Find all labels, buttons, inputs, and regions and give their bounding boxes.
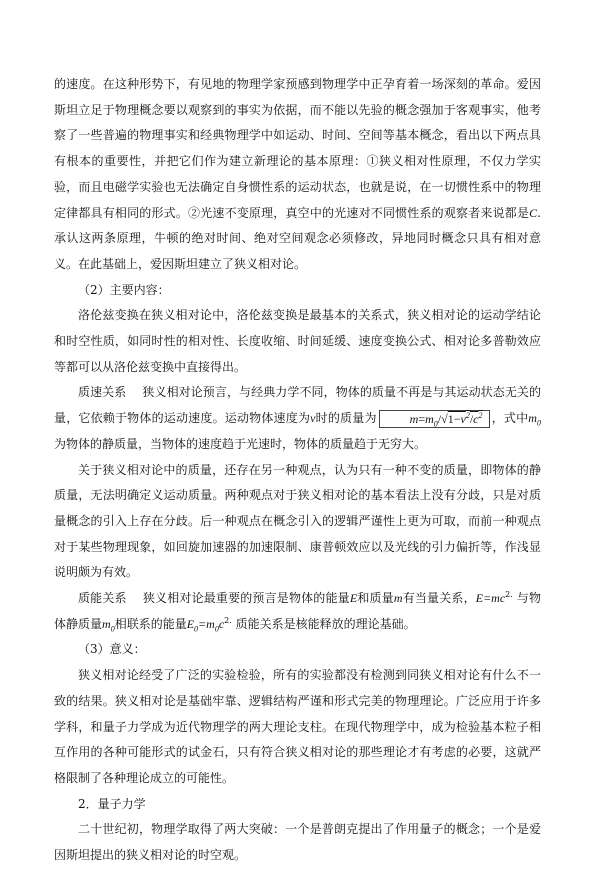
mass-velocity-text-b: 时的质量为 (315, 411, 377, 426)
formula-over: / (469, 411, 474, 426)
formula-c-sup: 2 (478, 410, 483, 420)
mass-velocity-text-a: 狭义相对论预言，与经典力学不同，物体的质量不再是与其运动状态无关的量，它依赖于物体的运动速度。运动物体速度为 (54, 385, 541, 426)
energy-equation: E=mc (475, 591, 506, 606)
formula-slash: / (437, 411, 442, 426)
formula-m: m (409, 411, 419, 426)
rest-mass-sub: 0 (536, 418, 541, 428)
paragraph-mass-views: 关于狭义相对论中的质量，还存在另一种观点，认为只有一种不变的质量，即物体的静质量，无法明确定义运动质量。两种观点对于狭义相对论的基本看法上没有分歧，只是对质量概念的引入上存在分歧。后一种观点在概念引入的逻辑严谨性上更为可取，而前一种观点对于某些物理现象，如回旋加速器的加速限制、康普顿效应以及光线的引力偏折等，作浅显说明颇为有效。 (54, 462, 541, 580)
paragraph-quantum: 二十世纪初，物理学取得了两大突破：一个是普朗克提出了作用量子的概念；一个是爱因斯坦提出的狭义相对论的时空观。 (54, 822, 541, 863)
mass-velocity-text-c: ，式中 (491, 411, 529, 426)
formula-one-minus: 1− (447, 411, 461, 426)
paragraph-lorentz: 洛伦兹变换在狭义相对论中，洛伦兹变换是最基本的关系式，狭义相对论的运动学结论和时空性质，如同时性的相对性、长度收缩、时间延缓、速度变换公式、相对论多普勒效应等都可以从洛伦兹变换中直接得出。 (54, 308, 541, 374)
formula-m0: m (425, 411, 434, 426)
formula-c: c (473, 411, 479, 426)
mass-energy-text-a: 狭义相对论最重要的预言是物体的能量 (142, 591, 350, 606)
heading-significance: （3）意义： (78, 642, 146, 657)
mass-energy-text-b: 和质量 (357, 591, 394, 606)
mass-symbol: m (393, 591, 403, 606)
heading-main-content: （2）主要内容： (78, 282, 170, 297)
mass-energy-text-f: 质能关系是核能释放的理论基础。 (231, 616, 416, 631)
formula-eq: = (418, 411, 426, 426)
mass-velocity-label: 质速关系 (78, 385, 127, 400)
rest-energy-eq-sup: 2. (224, 615, 232, 625)
formula-v-sup: 2 (465, 410, 470, 420)
rest-mass-symbol-2: m (102, 616, 111, 631)
formula-radicand (448, 412, 483, 426)
formula-v: v (460, 411, 466, 426)
paragraph-mass-energy (54, 586, 541, 637)
principles-tail: . 承认这两条原理，牛顿的绝对时间、绝对空间观念必须修改，异地同时概念只具有相对意义。在此基础上，爱因斯坦建立了狭义相对论。 (54, 205, 541, 271)
light-speed-symbol: C (529, 205, 538, 220)
rest-energy-sub: 0 (194, 624, 199, 634)
rest-energy-symbol: E (186, 616, 195, 631)
mass-velocity-text-d: 为物体的静质量，当物体的速度趋于光速时，物体的质量趋于无穷大。 (54, 436, 427, 451)
energy-equation-sup: 2. (505, 590, 513, 600)
formula-sqrt: √ (441, 411, 448, 426)
mass-energy-text-e: 相联系的能量 (114, 616, 187, 631)
mass-velocity-formula (379, 410, 490, 428)
paragraph-principles (54, 72, 541, 278)
rest-energy-eq-c: c (218, 616, 225, 631)
principles-text: 的速度。在这种形势下，有见地的物理学家预感到物理学中正孕育着一场深刻的革命。爱因斯坦立足于物理概念要以观察到的事实为依据，而不能以先验的概念强加于客观事实，他考察了一些普遍的物理事实和经典物理学中如运动、时间、空间等基本概念，看出以下两点具有根本的重要性，并把它们作为建立新理论的基本原理：①狭义相对性原理，不仅力学实验，而且电磁学实验也无法确定自身惯性系的运动状态，也就是说，在一切惯性系中的物理定律都具有相同的形式。②光速不变原理，真空中的光速对不同惯性系的观察者来说都是 (54, 77, 541, 220)
paragraph-mass-velocity (54, 380, 541, 457)
energy-symbol: E (349, 591, 358, 606)
rest-energy-eq-sub: 0 (214, 624, 219, 634)
rest-energy-eq: =m (198, 616, 215, 631)
heading-quantum-mechanics: 2．量子力学 (78, 796, 146, 811)
rest-mass-sub-2: 0 (110, 624, 115, 634)
formula-m0-sub: 0 (433, 419, 438, 429)
mass-energy-label: 质能关系 (78, 591, 127, 606)
rest-mass-symbol: m (528, 411, 537, 426)
mass-energy-text-d: 与物体静质量 (54, 591, 541, 631)
paragraph-significance: 狭义相对论经受了广泛的实验检验，所有的实验都没有检测到同狭义相对论有什么不一致的结果。狭义相对论是基础牢靠、逻辑结构严谨和形式完美的物理理论。广泛应用于许多学科，和量子力学成为近代物理学的两大理论支柱。在现代物理学中，成为检验基本粒子相互作用的各种可能形式的试金石，只有符合狭义相对论的那些理论才有考虑的必要，这就严格限制了各种理论成立的可能性。 (54, 668, 541, 785)
mass-energy-text-c: 有当量关系， (402, 591, 476, 606)
velocity-symbol: v (310, 411, 316, 426)
